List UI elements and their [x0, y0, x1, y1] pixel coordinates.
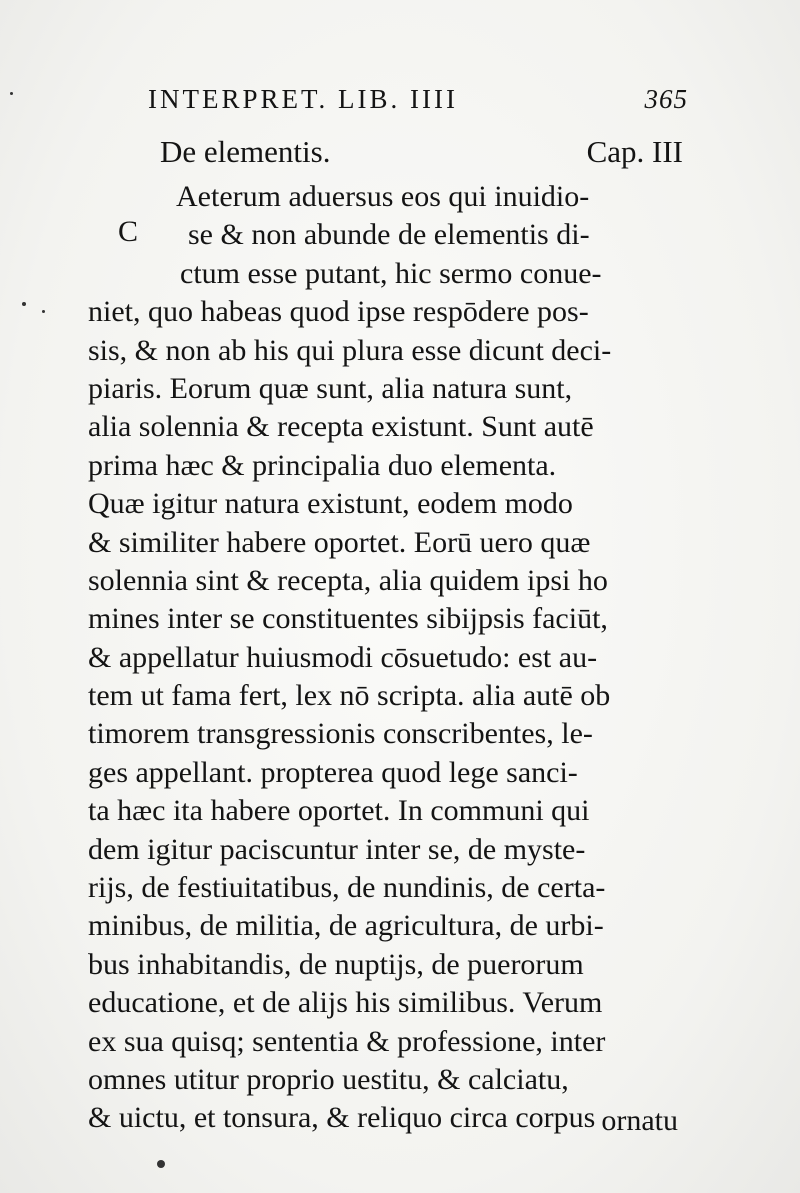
text-line: minibus, de militia, de agricultura, de urbi- [88, 909, 604, 943]
body-text [88, 178, 688, 1138]
text-line: sis, & non ab his qui plura esse dicunt deci- [88, 333, 612, 367]
text-line: se & non abunde de elementis di- [188, 218, 590, 252]
text-line: timorem transgressionis conscribentes, le- [88, 717, 593, 751]
chapter-heading [160, 134, 683, 176]
text-line: educatione, et de alijs his similibus. Verum [88, 986, 603, 1020]
running-header [148, 84, 688, 124]
text-line: dem igitur paciscuntur inter se, de myste- [88, 832, 586, 866]
text-line: niet, quo habeas quod ipse respōdere pos- [88, 295, 589, 329]
text-line: alia solennia & recepta existunt. Sunt autē [88, 410, 594, 444]
text-line: tem ut fama fert, lex nō scripta. alia autē ob [88, 679, 611, 713]
page-number: 365 [644, 84, 688, 114]
text-line: & uictu, et tonsura, & reliquo circa corpus [88, 1101, 596, 1135]
catchword: ornatu [601, 1104, 678, 1137]
ink-speck [10, 92, 13, 95]
text-line: mines inter se constituentes sibijpsis faciūt, [88, 602, 608, 636]
text-line: piaris. Eorum quæ sunt, alia natura sunt, [88, 371, 573, 405]
text-line: ta hæc ita habere oportet. In communi qui [88, 794, 590, 828]
text-line: prima hæc & principalia duo elementa. [88, 448, 557, 482]
chapter-number: Cap. III [586, 134, 683, 169]
ink-speck [157, 1160, 165, 1168]
ink-speck [22, 302, 26, 306]
chapter-title: De elementis. [160, 134, 331, 169]
text-line: omnes utitur proprio uestitu, & calciatu, [88, 1062, 569, 1096]
text-line: & appellatur huiusmodi cōsuetudo: est au- [88, 640, 598, 674]
text-line: solennia sint & recepta, alia quidem ipsi ho [88, 563, 608, 597]
text-line: bus inhabitandis, de nuptijs, de puerorum [88, 947, 584, 981]
text-line: rijs, de festiuitatibus, de nundinis, de certa- [88, 871, 606, 905]
ink-speck [42, 310, 45, 313]
running-title: INTERPRET. LIB. IIII [148, 84, 458, 114]
text-line: ex sua quisq; sententia & professione, inter [88, 1024, 606, 1058]
text-line: Quæ igitur natura existunt, eodem modo [88, 487, 573, 521]
margin-letter: C [118, 215, 139, 248]
text-line: ges appellant. propterea quod lege sanci- [88, 755, 578, 789]
text-line: ctum esse putant, hic sermo conue- [180, 256, 602, 290]
text-line: Aeterum aduersus eos qui inuidio- [176, 180, 590, 213]
text-line: & similiter habere oportet. Eorū uero quæ [88, 525, 591, 559]
